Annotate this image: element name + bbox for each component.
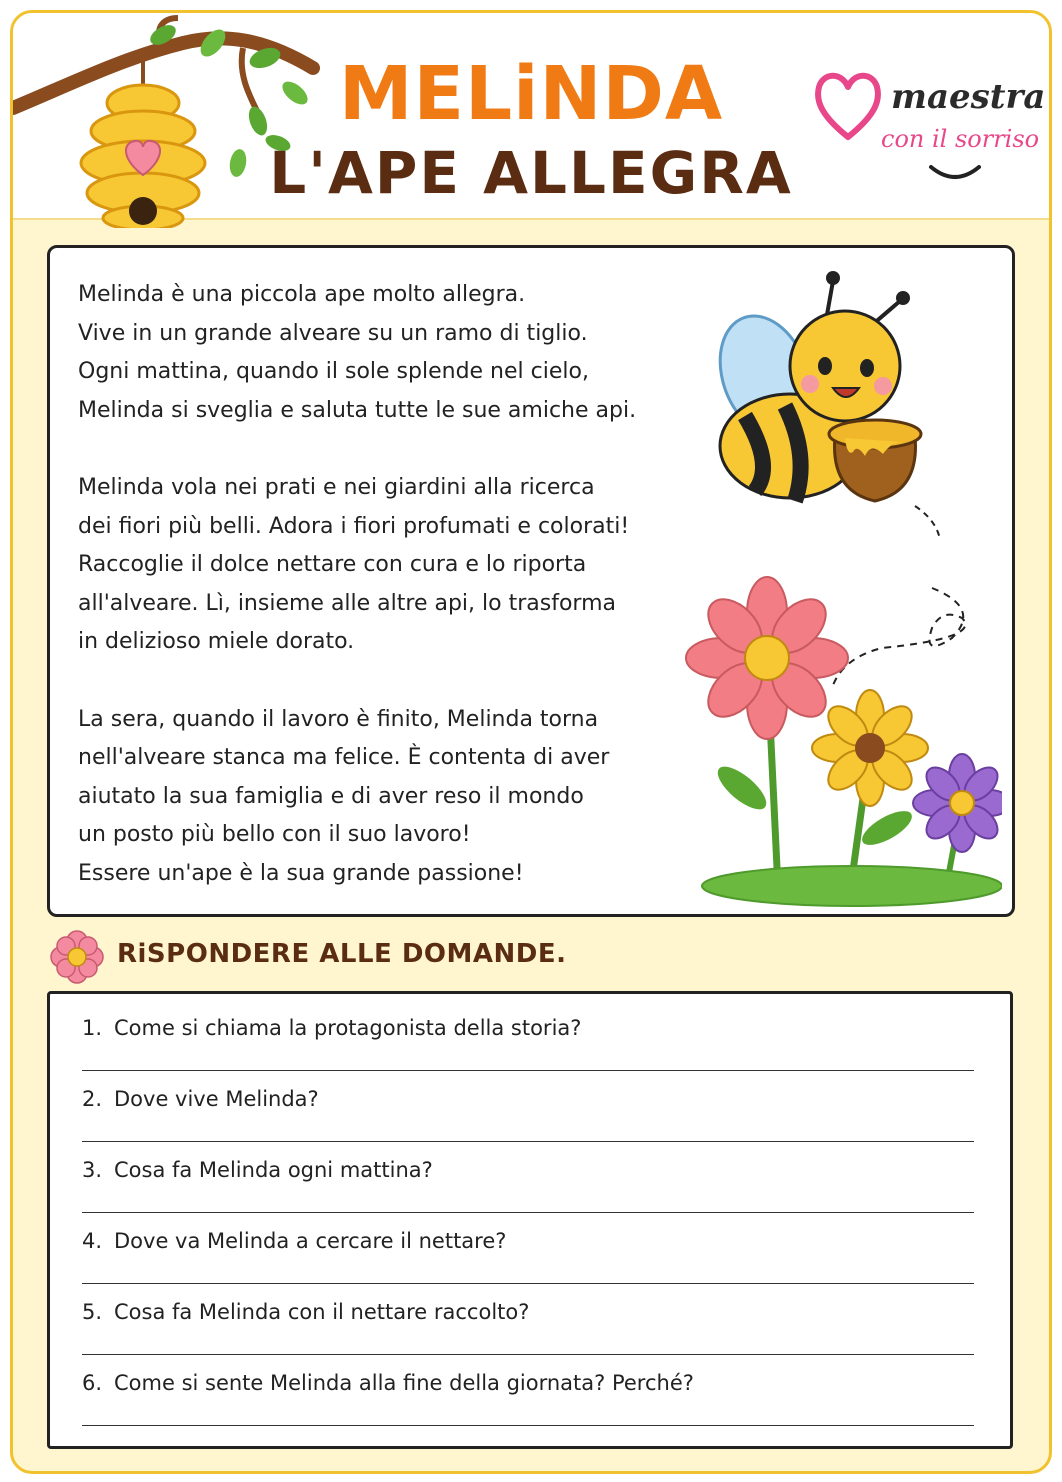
flower-bullet-icon [47,927,107,987]
bee-icon [715,256,955,536]
story-line: nell'alveare stanca ma felice. È contenta di aver [78,745,610,771]
question-4: 4. Dove va Melinda a cercare il nettare? [82,1229,507,1253]
page-title: MELiNDA [338,51,724,137]
answer-line-3[interactable] [82,1212,974,1213]
flowers-icon [682,548,1002,908]
answer-line-5[interactable] [82,1354,974,1355]
answer-line-6[interactable] [82,1425,974,1426]
story-paragraph [78,701,708,894]
story-line: aiutato la sua famiglia e di aver reso il mondo [78,783,584,809]
answer-line-4[interactable] [82,1283,974,1284]
story-box [47,245,1015,917]
story-line: Ogni mattina, quando il sole splende nel cielo, [78,359,589,385]
answer-line-2[interactable] [82,1141,974,1142]
story-line: Essere un'ape è la sua grande passione! [78,860,524,886]
story-line: Melinda è una piccola ape molto allegra. [78,282,526,307]
question-3: 3. Cosa fa Melinda ogni mattina? [82,1158,433,1182]
story-line: un posto più bello con il suo lavoro! [78,822,471,848]
question-1: 1. Come si chiama la protagonista della storia? [82,1016,582,1040]
story-text [78,276,708,894]
header [13,13,1049,220]
story-line: all'alveare. Lì, insieme alle altre api, lo trasforma [78,590,616,616]
questions-heading: RiSPONDERE ALLE DOMANDE. [117,939,567,969]
story-line: Melinda vola nei prati e nei giardini alla ricerca [78,474,595,500]
question-5: 5. Cosa fa Melinda con il nettare raccolto? [82,1300,530,1324]
logo-text-sorriso: con il sorriso [881,125,1040,153]
story-paragraph [78,276,708,430]
story-line: dei fiori più belli. Adora i fiori profumati e colorati! [78,513,630,539]
worksheet-frame [10,10,1052,1474]
story-paragraph [78,469,708,662]
story-line: in delizioso miele dorato. [78,629,355,655]
questions-box [47,991,1013,1449]
story-line: Melinda si sveglia e saluta tutte le sue amiche api. [78,397,637,423]
question-6: 6. Come si sente Melinda alla fine della giornata? Perché? [82,1371,694,1395]
page-subtitle: L'APE ALLEGRA [269,139,793,207]
story-line: La sera, quando il lavoro è finito, Melinda torna [78,706,599,732]
heart-logo-icon [813,67,883,147]
honey-pot-icon [829,420,921,501]
smile-icon [925,161,985,185]
answer-line-1[interactable] [82,1070,974,1071]
question-2: 2. Dove vive Melinda? [82,1087,319,1111]
story-line: Raccoglie il dolce nettare con cura e lo riporta [78,552,587,578]
logo-text-maestra: maestra [891,77,1046,117]
story-line: Vive in un grande alveare su un ramo di tiglio. [78,320,588,346]
